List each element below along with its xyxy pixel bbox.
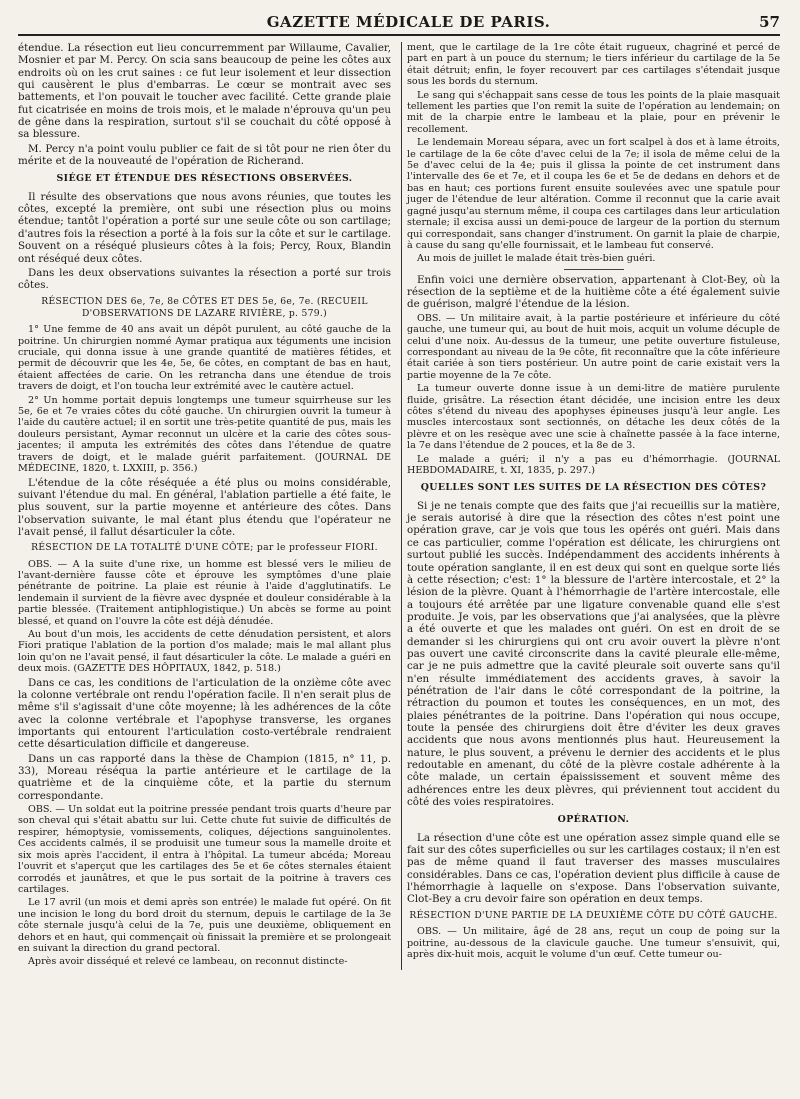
observation-heading: RÉSECTION D'UNE PARTIE DE LA DEUXIÈME CÔTE DU CÔTÉ GAUCHE. [409,909,778,921]
paragraph: L'étendue de la côte réséquée a été plus ou moins considérable, suivant l'étendue du mal. En général, l'ablation partielle a été faite, le plus souvent, sur la partie moyenne et antérieure des côtes. Dans l'observation suivante, le mal étant plus étendu que l'opérateur ne l'avait pensé, il fallut désarticuler la côte. [18,476,391,538]
paragraph: La résection d'une côte est une opération assez simple quand elle se fait sur des côtes superficielles ou sur les cartilages costaux; il n'en est pas de même quand il faut traverser des masses musculaires considérables. Dans ce cas, l'opération devient plus difficile à cause de l'hémorrhagie à laquelle on s'expose. Dans l'observation suivante, Clot-Bey a cru devoir faire son opération en deux temps. [407,831,780,906]
paragraph: Dans les deux observations suivantes la résection a porté sur trois côtes. [18,266,391,292]
paragraph: Le lendemain Moreau sépara, avec un fort scalpel à dos et à lame étroits, le cartilage de la 6e côte d'avec celui de la 7e; il isola de même celui de la 5e d'avec celui de la 4e; puis il glissa la pointe de cet instrument dans l'intervalle des 6e et 7e, et il coupa les 6e et 5e de dedans en dehors et de bas en haut; ces portions furent ensuite soulevées avec une spatule pour juger de l'étendue de leur altération. Comme il reconnut que la carie avait gagné jusqu'au sternum même, il coupa ces cartilages dans leur articulation sternale; il excisa aussi un demi-pouce de largeur de la portion du sternum qui correspondait, sans changer d'instrument. On garnit la plaie de charpie, à cause du sang qu'elle fournissait, et le lambeau fut conservé. [407,137,780,251]
paragraph: M. Percy n'a point voulu publier ce fait de si tôt pour ne rien ôter du mérite et de la nouveauté de l'opération de Richerand. [18,142,391,168]
separator-rule [564,269,624,270]
paragraph: étendue. La résection eut lieu concurremment par Willaume, Cavalier, Mosnier et par M. Percy. On scia sans beaucoup de peine les côtes aux endroits où on les crut saines : ce fut leur isolement et leur dissection qui causèrent le plus d'embarras. Le cœur se montrait avec ses battements, et l'on pouvait le toucher avec facilité. Cette grande plaie fut cicatrisée en moins de trois mois, et le malade n'éprouva qu'un peu de gêne dans la respiration, surtout s'il se couchait du côté opposé à sa blessure. [18,42,391,141]
paragraph: Dans ce cas, les conditions de l'articulation de la onzième côte avec la colonne vertébrale ont rendu l'opération facile. Il n'en serait plus de même s'il s'agissait d'une côte moyenne; là les adhérences de la côte avec la colonne vertébrale et l'apophyse transverse, les organes importants qui entourent l'articulation costo-vertébrale rendraient cette désarticulation difficile et dangereuse. [18,676,391,751]
observation-heading: RÉSECTION DE LA TOTALITÉ D'UNE CÔTE; par le professeur FIORI. [31,542,378,554]
paragraph: ment, que le cartilage de la 1re côte était rugueux, chagriné et percé de part en part à un pouce du sternum; le tiers inférieur du cartilage de la 5e était détruit; enfin, le foyer recouvert par ces cartilages s'étendait jusque sous les bords du sternum. [407,42,780,88]
page-number: 57 [759,13,780,31]
paragraph: Enfin voici une dernière observation, appartenant à Clot-Bey, où la résection de la septième et de la huitième côte a été également suivie de guérison, malgré l'étendue de la lésion. [407,273,780,311]
paragraph: OBS. — Un soldat eut la poitrine pressée pendant trois quarts d'heure par son cheval qui s'était abattu sur lui. Cette chute fut suivie de difficultés de respirer, hémoptysie, vomissements, coliques, déjections sanguinolentes. Ces accidents calmés, il se produisit une tumeur sous la mamelle droite et six mois après l'accident, il entra à l'hôpital. La tumeur abcéda; Moreau l'ouvrit et s'aperçut que les cartilages des 5e et 6e côtes sternales étaient corrodés et jaunâtres, et que le pus sortait de la poitrine à travers ces cartilages. [18,804,391,895]
paragraph: La tumeur ouverte donne issue à un demi-litre de matière purulente fluide, grisâtre. La résection étant décidée, une incision entre les deux côtes s'étend du niveau des apophyses épineuses jusqu'à leur angle. Les muscles intercostaux sont sectionnés, on détache les deux côtés de la plèvre et on les resèque avec une scie à chaînette passée à la face interne, la 7e dans l'étendue de 2 pouces, et la 8e de 3. [407,383,780,452]
paragraph: 2° Un homme portait depuis longtemps une tumeur squirrheuse sur les 5e, 6e et 7e vraies côtes du côté gauche. Un chirurgien ouvrit la tumeur à l'aide du cautère actuel; il en sortit une très-petite quantité de pus, mais les douleurs persistant, Aymar reconnut un ulcère et la carie des côtes sous-jacentes; il amputa les extrémités des côtes dans l'étendue de quatre travers de doigt, et le malade guérit parfaitement. (JOURNAL DE MÉDECINE, 1820, t. LXXIII, p. 356.) [18,394,391,475]
page-header [18,8,780,36]
paragraph: Au mois de juillet le malade était très-bien guéri. [417,253,656,265]
paragraph: OBS. — Un militaire avait, à la partie postérieure et inférieure du côté gauche, une tumeur qui, au bout de huit mois, acquit un volume décuple de celui d'une noix. Au-dessus de la tumeur, une petite ouverture fistuleuse, correspondant au niveau de la 9e côte, fit reconnaître que la côte inférieure était cariée à son tiers postérieur. Un autre point de carie existait vers la partie moyenne de la 7e côte. [407,312,780,381]
right-column [407,42,780,970]
paragraph: Le malade a guéri; il n'y a pas eu d'hémorrhagie. (JOURNAL HEBDOMADAIRE, t. XI, 1835, p. 297.) [407,453,780,477]
paragraph: Après avoir disséqué et relevé ce lambeau, on reconnut distincte- [28,956,348,968]
section-heading: SIÉGE ET ÉTENDUE DES RÉSECTIONS OBSERVÉES. [56,173,353,185]
paragraph: Au bout d'un mois, les accidents de cette dénudation persistent, et alors Fiori pratique l'ablation de la portion d'os malade; mais le mal allant plus loin qu'on ne l'avait pensé, il faut désarticuler la côte. Le malade a guéri en deux mois. (GAZETTE DES HÔPITAUX, 1842, p. 518.) [18,629,391,675]
left-column [18,42,391,970]
paragraph: Si je ne tenais compte que des faits que j'ai recueillis sur la matière, je serais autorisé à dire que la résection des côtes n'est point une opération grave, car je vois que tous les opérés ont guéri. Mais dans ce cas particulier, comme l'opération est délicate, les chirurgiens ont surtout publié les succès. Indépendamment des accidents inhérents à toute opération sanglante, il en est deux qui sont en quelque sorte liés à cette résection; c'est: 1° la blessure de l'artère intercostale, et 2° la lésion de la plèvre. Quant à l'hémorrhagie de l'artère intercostale, elle a toujours été arrêtée par une ligature convenable quand elle s'est produite. Je vois, par les observations que j'ai analysées, que la plèvre a été ouverte et que les malades ont guéri. On est en droit de se demander si les chirurgiens qui ont cru avoir ouvert la plèvre n'ont pas ouvert une cavité circonscrite dans la cavité pleurale elle-même, car je ne puis admettre que la cavité pleurale soit ouverte sans qu'il n'en résulte immédiatement des accidents graves, à savoir la pénétration de l'air dans le côté correspondant de la poitrine, la rétraction du poumon et toutes les conséquences, en un mot, des plaies pénétrantes de la poitrine. Dans l'opération qui nous occupe, toute la pensée des chirurgiens doit être d'éviter les deux graves accidents que nous avons mentionnés plus haut. Heureusement la nature, le plus souvent, a prévenu le dernier des accidents et le plus redoutable en amenant, du côté de la plèvre costale adhérente à la côte malade, un certain épaississement et souvent même des adhérences entre les deux plèvres, qui préviennent tout accident du côté des voies respiratoires. [407,499,780,809]
section-heading: OPÉRATION. [557,814,630,826]
section-heading: QUELLES SONT LES SUITES DE LA RÉSECTION DES CÔTES? [420,482,767,494]
paragraph: OBS. — Un militaire, âgé de 28 ans, reçut un coup de poing sur la poitrine, au-dessous de la clavicule gauche. Une tumeur s'ensuivit, qui, après dix-huit mois, acquit le volume d'un œuf. Cette tumeur ou- [407,926,780,960]
two-column-body [18,42,780,970]
journal-title: GAZETTE MÉDICALE DE PARIS. [266,13,551,31]
paragraph: Le sang qui s'échappait sans cesse de tous les points de la plaie masquait tellement les parties que l'on remit la suite de l'opération au lendemain; on mit de la charpie entre le lambeau et la plaie, pour en prévenir le recollement. [407,89,780,135]
paragraph: Le 17 avril (un mois et demi après son entrée) le malade fut opéré. On fit une incision le long du bord droit du sternum, depuis le cartilage de la 3e côte sternale jusqu'à celui de la 7e, puis une deuxième, obliquement en dehors et en haut, qui commençait où finissait la première et se prolongeait en suivant la direction du grand pectoral. [18,897,391,954]
column-divider [401,42,402,970]
paragraph: Il résulte des observations que nous avons réunies, que toutes les côtes, excepté la première, ont subi une résection plus ou moins étendue; tantôt l'opération a porté sur une seule côte ou son cartilage; d'autres fois la résection a porté à la fois sur la côte et sur le cartilage. Souvent on a réséqué plusieurs côtes à la fois; Percy, Roux, Blandin ont réséqué deux côtes. [18,190,391,265]
paragraph: OBS. — A la suite d'une rixe, un homme est blessé vers le milieu de l'avant-dernière fausse côte et éprouve les symptômes d'une plaie pénétrante de poitrine. La plaie est réunie à l'aide d'agglutinatifs. Le lendemain il survient de la fièvre avec dyspnée et douleur considérable à la partie blessée. (Traitement antiphlogistique.) Un abcès se forme au point blessé, et quand on l'ouvre la côte est déjà dénudée. [18,558,391,627]
paragraph: Dans un cas rapporté dans la thèse de Champion (1815, n° 11, p. 33), Moreau réséqua la partie antérieure et le cartilage de la quatrième et de la cinquième côte, et la partie du sternum correspondante. [18,752,391,802]
paragraph: 1° Une femme de 40 ans avait un dépôt purulent, au côté gauche de la poitrine. Un chirurgien nommé Aymar pratiqua aux téguments une incision cruciale, qui donna issue à une grande quantité de matières fétides, et permit de découvrir que les 4e, 5e, 6e côtes, en comptant de bas en haut, étaient affectées de carie. On les retrancha dans une étendue de trois travers de doigt, et l'on toucha leur extrémité avec le cautère actuel. [18,324,391,393]
observation-heading: RÉSECTION DES 6e, 7e, 8e CÔTES ET DES 5e, 6e, 7e. (RECUEIL D'OBSERVATIONS DE LAZARE RIVIÈRE, p. 579.) [41,295,368,319]
